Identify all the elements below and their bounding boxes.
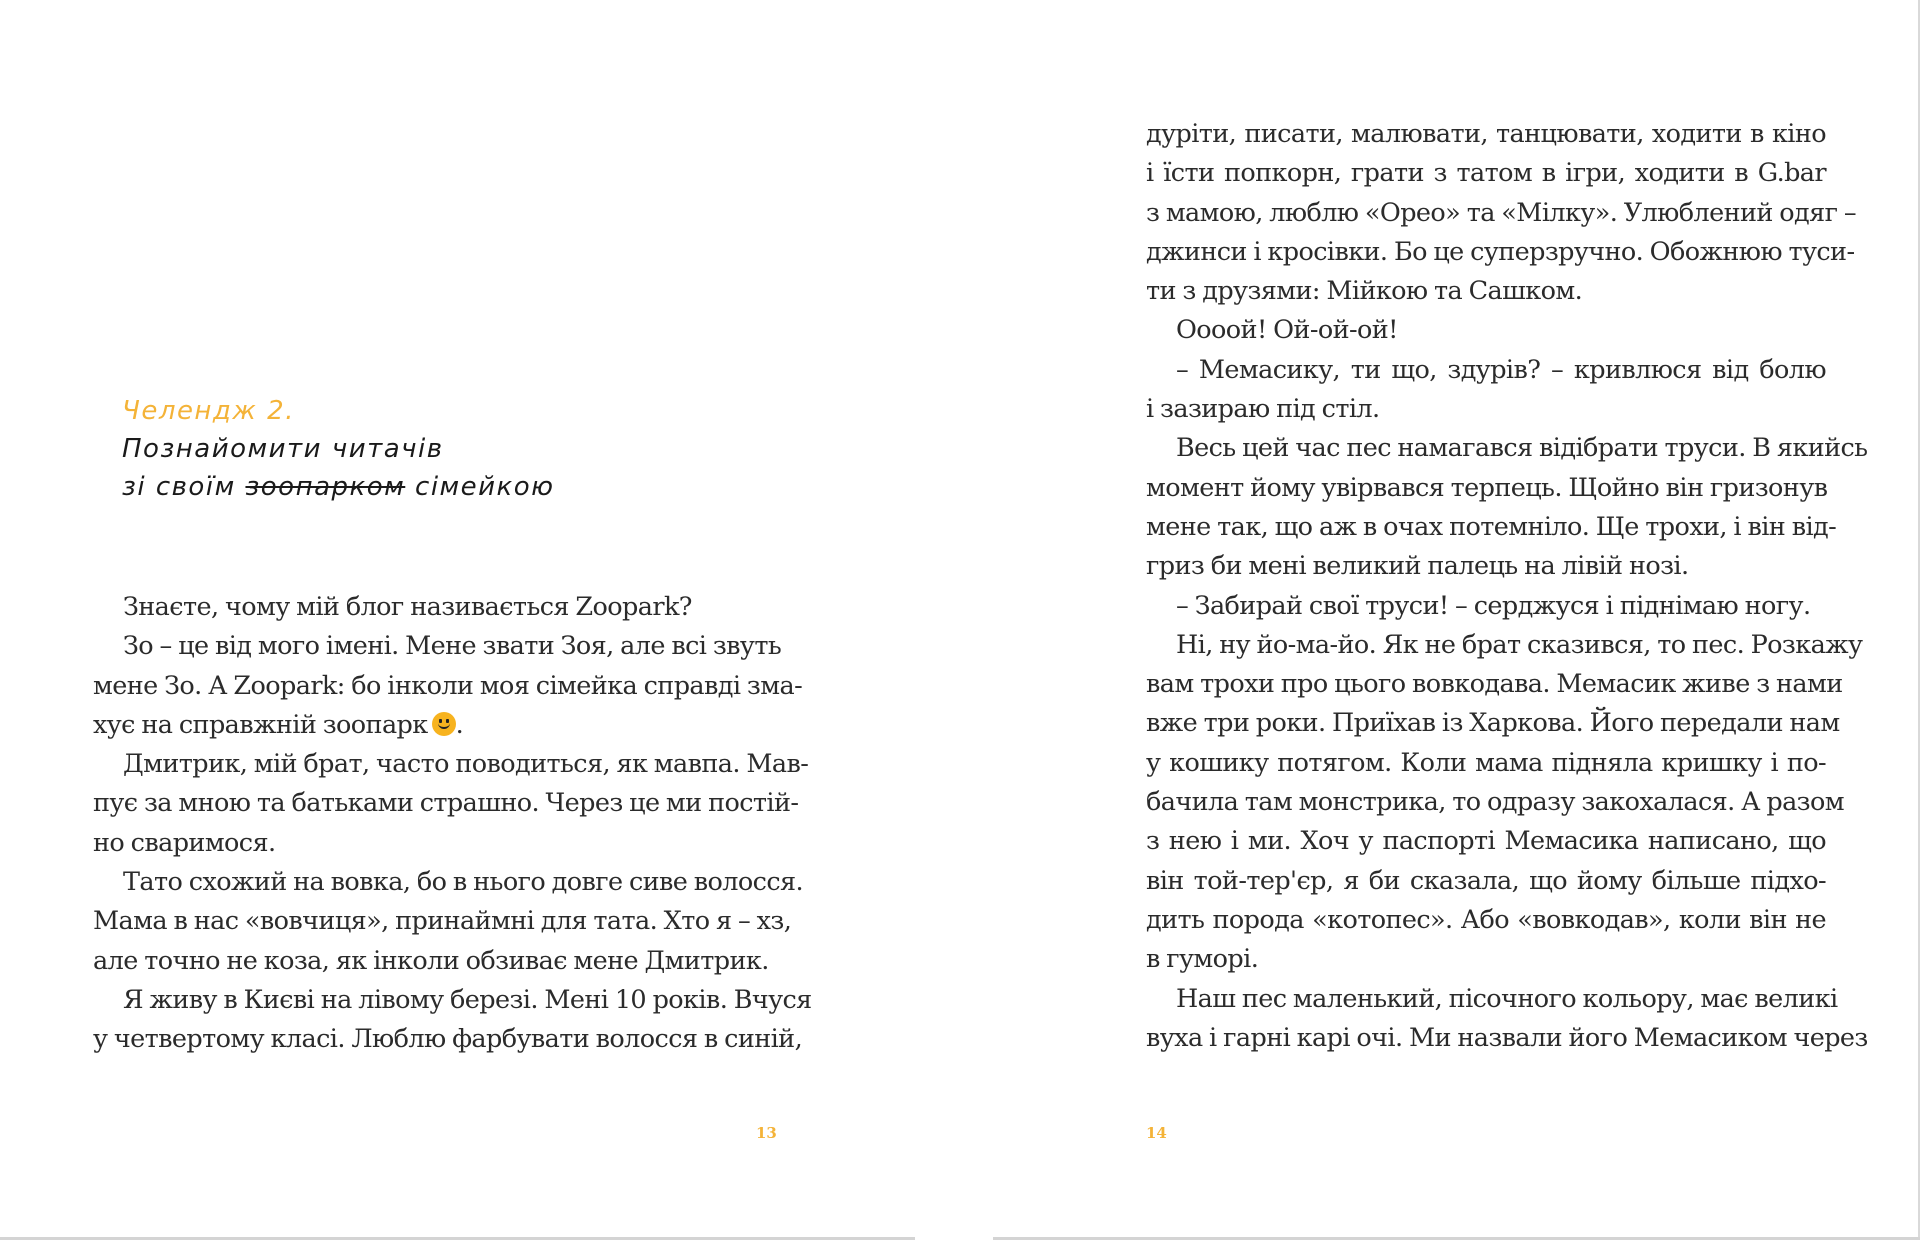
left-body-text bbox=[93, 588, 812, 1060]
text-line: і їсти попкорн, грати з татом в ігри, ходити в G.bar bbox=[1146, 158, 1826, 189]
text-line: мене Зо. А Zoopark: бо інколи моя сімейка справді зма- bbox=[93, 670, 803, 701]
text-line: Оооой! Ой-ой-ой! bbox=[1176, 315, 1398, 346]
text-line: Я живу в Києві на лівому березі. Мені 10 років. Вчуся bbox=[123, 984, 812, 1015]
smiley-emoji-icon bbox=[432, 712, 456, 736]
title-suffix: сімейкою bbox=[405, 472, 555, 502]
text-line: мене так, що аж в очах потемніло. Ще трохи, і він від- bbox=[1146, 511, 1837, 542]
text-line: Дмитрик, мій брат, часто поводиться, як мавпа. Мав- bbox=[123, 749, 809, 780]
text-line: у кошику потягом. Коли мама підняла кришку і по- bbox=[1146, 747, 1826, 778]
text-line: він той-тер'єр, я би сказала, що йому більше підхо- bbox=[1146, 865, 1826, 896]
text-line: дуріти, писати, малювати, танцювати, ходити в кіно bbox=[1146, 119, 1826, 149]
text-line: вам трохи про цього вовкодава. Мемасик живе з нами bbox=[1146, 669, 1843, 700]
text-line: вже три роки. Приїхав із Харкова. Його передали нам bbox=[1146, 708, 1840, 739]
chapter-heading bbox=[122, 392, 555, 506]
text-line: джинси і кросівки. Бо це суперзручно. Обожнюю туси- bbox=[1146, 236, 1855, 267]
challenge-title-line-1: Познайомити читачів bbox=[122, 434, 444, 464]
emoji-suffix: . bbox=[455, 709, 464, 740]
page-number-left: 13 bbox=[756, 1124, 777, 1142]
text-line: дить порода «котопес». Або «вовкодав», коли він не bbox=[1146, 904, 1826, 935]
text-line: но сваримося. bbox=[93, 827, 276, 858]
text-line-content: хує на справжній зоопарк bbox=[93, 709, 428, 740]
text-line: вуха і гарні карі очі. Ми назвали його Мемасиком через bbox=[1146, 1022, 1868, 1053]
text-line: – Мемасику, ти що, здурів? – кривлюся від болю bbox=[1176, 354, 1826, 385]
text-line: ти з друзями: Мійкою та Сашком. bbox=[1146, 276, 1583, 307]
challenge-title-line-2 bbox=[122, 468, 555, 506]
text-line: але точно не коза, як інколи обзиває мене Дмитрик. bbox=[93, 945, 769, 976]
text-line: у четвертому класі. Люблю фарбувати волосся в синій, bbox=[93, 1024, 803, 1055]
text-line: Знаєте, чому мій блог називається Zoopark? bbox=[123, 592, 692, 622]
text-line: з нею і ми. Хоч у паспорті Мемасика написано, що bbox=[1146, 826, 1826, 857]
text-line: Мама в нас «вовчиця», принаймні для тата. Хто я – хз, bbox=[93, 906, 792, 937]
challenge-number: Челендж 2. bbox=[122, 396, 295, 426]
right-body-text bbox=[1146, 115, 1868, 1058]
text-line: Весь цей час пес намагався відібрати труси. В якийсь bbox=[1176, 433, 1868, 464]
text-line: Ні, ну йо-ма-йо. Як не брат сказився, то пес. Розкажу bbox=[1176, 629, 1863, 660]
title-prefix: зі своїм bbox=[122, 472, 246, 502]
text-line: з мамою, люблю «Орео» та «Мілку». Улюблений одяг – bbox=[1146, 197, 1857, 228]
text-line: Тато схожий на вовка, бо в нього довге сиве волосся. bbox=[123, 867, 804, 898]
text-line: момент йому увірвався терпець. Щойно він гризонув bbox=[1146, 472, 1828, 503]
text-line: і зазираю під стіл. bbox=[1146, 394, 1380, 425]
text-line: – Забирай свої труси! – серджуся і піднімаю ногу. bbox=[1176, 590, 1811, 621]
page-number-right: 14 bbox=[1146, 1124, 1167, 1142]
struck-word: зоопарком bbox=[245, 472, 406, 502]
left-page bbox=[0, 0, 915, 1237]
text-line: пує за мною та батьками страшно. Через це ми постій- bbox=[93, 788, 799, 819]
text-line: Зо – це від мого імені. Мене звати Зоя, але всі звуть bbox=[123, 631, 782, 662]
text-line: гриз би мені великий палець на лівій нозі. bbox=[1146, 551, 1689, 582]
text-line: бачила там монстрика, то одразу закохалася. А разом bbox=[1146, 787, 1844, 818]
text-line: Наш пес маленький, пісочного кольору, має великі bbox=[1176, 983, 1838, 1014]
text-line bbox=[93, 706, 771, 745]
text-line: в гуморі. bbox=[1146, 944, 1259, 975]
